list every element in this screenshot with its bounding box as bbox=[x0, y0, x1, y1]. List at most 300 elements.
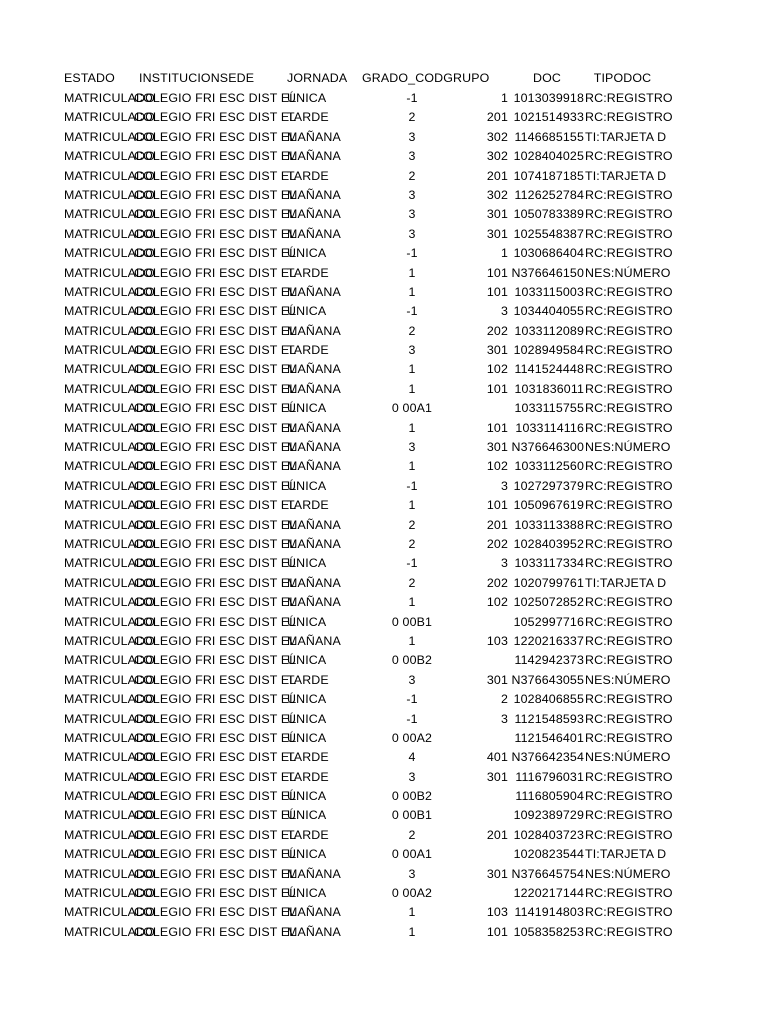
cell-estado: MATRICULADO bbox=[64, 750, 155, 765]
cell-institucion-sede: COLEGIO FRI ESC DIST EL bbox=[134, 168, 297, 183]
cell-grado: 3 bbox=[408, 226, 416, 241]
table-row bbox=[64, 108, 673, 127]
cell-jornada: ÚNICA bbox=[287, 478, 327, 493]
table-row bbox=[64, 322, 673, 341]
cell-estado: MATRICULADO bbox=[64, 226, 155, 241]
cell-doc: 1025548387 bbox=[513, 226, 584, 241]
cell-estado: MATRICULADO bbox=[64, 769, 155, 784]
cell-doc: 1116805904 bbox=[515, 789, 584, 804]
cell-codgrupo: 2 bbox=[500, 692, 508, 707]
table-row bbox=[64, 225, 673, 244]
cell-grado: 3 bbox=[408, 440, 416, 455]
cell-grado: -1 bbox=[406, 478, 418, 493]
cell-tipodoc: TI:TARJETA D bbox=[585, 168, 667, 183]
cell-codgrupo: 401 bbox=[486, 750, 508, 765]
cell-estado: MATRICULADO bbox=[64, 847, 155, 862]
cell-doc: 1028403952 bbox=[513, 536, 584, 551]
cell-codgrupo: 202 bbox=[486, 323, 508, 338]
cell-jornada: MAÑANA bbox=[287, 517, 341, 532]
cell-codgrupo: 1 bbox=[500, 246, 508, 261]
cell-grado: 3 bbox=[408, 207, 416, 222]
cell-institucion-sede: COLEGIO FRI ESC DIST EL bbox=[134, 847, 297, 862]
cell-codgrupo: 301 bbox=[486, 343, 508, 358]
header-row bbox=[64, 68, 660, 89]
cell-codgrupo: 101 bbox=[486, 498, 508, 513]
table-row bbox=[64, 283, 673, 302]
cell-grado: 0 00B2 bbox=[391, 789, 433, 804]
cell-estado: MATRICULADO bbox=[64, 362, 155, 377]
cell-jornada: MAÑANA bbox=[287, 323, 341, 338]
cell-tipodoc: RC:REGISTRO bbox=[585, 478, 673, 493]
cell-grado: -1 bbox=[406, 246, 418, 261]
cell-tipodoc: RC:REGISTRO bbox=[585, 769, 673, 784]
cell-doc: 1033112089 bbox=[514, 323, 584, 338]
cell-doc: 1033113388 bbox=[514, 517, 584, 532]
cell-institucion-sede: COLEGIO FRI ESC DIST EL bbox=[134, 595, 297, 610]
cell-estado: MATRICULADO bbox=[64, 730, 155, 745]
cell-jornada: MAÑANA bbox=[287, 284, 341, 299]
table-row bbox=[64, 147, 673, 166]
cell-grado: 1 bbox=[408, 420, 416, 435]
cell-grado: 1 bbox=[408, 498, 416, 513]
cell-grado: -1 bbox=[406, 711, 418, 726]
cell-estado: MATRICULADO bbox=[64, 672, 155, 687]
cell-doc: 1052997716 bbox=[513, 614, 584, 629]
cell-tipodoc: RC:REGISTRO bbox=[585, 653, 673, 668]
cell-doc: 1142942373 bbox=[514, 653, 584, 668]
cell-doc: 1028406855 bbox=[513, 692, 584, 707]
cell-codgrupo bbox=[462, 787, 508, 806]
cell-institucion-sede: COLEGIO FRI ESC DIST EL bbox=[134, 362, 297, 377]
cell-estado: MATRICULADO bbox=[64, 168, 155, 183]
table-row bbox=[64, 302, 673, 321]
cell-jornada: ÚNICA bbox=[287, 653, 327, 668]
table-row bbox=[64, 593, 673, 612]
cell-doc: 1028404025 bbox=[513, 149, 584, 164]
cell-estado: MATRICULADO bbox=[64, 789, 155, 804]
cell-estado: MATRICULADO bbox=[64, 595, 155, 610]
table-row bbox=[64, 632, 673, 651]
cell-doc: 1033114116 bbox=[515, 420, 584, 435]
cell-estado: MATRICULADO bbox=[64, 924, 155, 939]
cell-grado: -1 bbox=[406, 556, 418, 571]
header-grado-codgrupo: GRADO_CODGRUPO bbox=[362, 71, 490, 85]
cell-institucion-sede: COLEGIO FRI ESC DIST EL bbox=[134, 498, 297, 513]
cell-codgrupo: 3 bbox=[500, 711, 508, 726]
cell-codgrupo: 302 bbox=[486, 187, 508, 202]
cell-estado: MATRICULADO bbox=[64, 498, 155, 513]
cell-institucion-sede: COLEGIO FRI ESC DIST EL bbox=[134, 226, 297, 241]
cell-estado: MATRICULADO bbox=[64, 827, 155, 842]
cell-tipodoc: RC:REGISTRO bbox=[585, 924, 673, 939]
cell-tipodoc: RC:REGISTRO bbox=[585, 827, 673, 842]
cell-codgrupo bbox=[462, 399, 508, 418]
table-row bbox=[64, 651, 673, 670]
table-row bbox=[64, 748, 671, 767]
cell-jornada: ÚNICA bbox=[287, 401, 327, 416]
cell-jornada: TARDE bbox=[287, 168, 329, 183]
cell-codgrupo: 201 bbox=[486, 168, 508, 183]
cell-grado: -1 bbox=[406, 304, 418, 319]
cell-estado: MATRICULADO bbox=[64, 556, 155, 571]
cell-grado: 0 00A2 bbox=[391, 730, 433, 745]
cell-estado: MATRICULADO bbox=[64, 886, 155, 901]
cell-tipodoc: RC:REGISTRO bbox=[585, 187, 673, 202]
cell-doc: 1092389729 bbox=[513, 808, 584, 823]
cell-tipodoc: NES:NÚMERO bbox=[585, 866, 671, 881]
table-row bbox=[64, 438, 671, 457]
cell-doc: 1141914803 bbox=[514, 905, 584, 920]
cell-institucion-sede: COLEGIO FRI ESC DIST EL bbox=[134, 866, 297, 881]
table-row bbox=[64, 496, 673, 515]
cell-estado: MATRICULADO bbox=[64, 304, 155, 319]
cell-codgrupo: 102 bbox=[486, 595, 508, 610]
cell-institucion-sede: COLEGIO FRI ESC DIST EL bbox=[134, 381, 297, 396]
cell-doc: 1020799761 bbox=[513, 575, 584, 590]
cell-grado: 4 bbox=[408, 750, 416, 765]
cell-jornada: ÚNICA bbox=[287, 711, 327, 726]
cell-tipodoc: RC:REGISTRO bbox=[585, 323, 673, 338]
cell-grado: 1 bbox=[408, 924, 416, 939]
table-row bbox=[64, 729, 673, 748]
cell-doc: 1074187185 bbox=[513, 168, 584, 183]
cell-grado: 2 bbox=[408, 168, 416, 183]
cell-grado: 0 00B1 bbox=[391, 614, 433, 629]
cell-institucion-sede: COLEGIO FRI ESC DIST EL bbox=[134, 343, 297, 358]
cell-codgrupo: 3 bbox=[500, 478, 508, 493]
cell-tipodoc: RC:REGISTRO bbox=[585, 730, 673, 745]
cell-doc: 1050967619 bbox=[513, 498, 584, 513]
cell-tipodoc: RC:REGISTRO bbox=[585, 246, 673, 261]
cell-grado: 1 bbox=[408, 905, 416, 920]
cell-grado: 0 00A1 bbox=[391, 847, 433, 862]
cell-tipodoc: RC:REGISTRO bbox=[585, 304, 673, 319]
cell-tipodoc: RC:REGISTRO bbox=[585, 886, 673, 901]
cell-grado: 1 bbox=[408, 381, 416, 396]
cell-grado: 0 00B1 bbox=[391, 808, 433, 823]
cell-institucion-sede: COLEGIO FRI ESC DIST EL bbox=[134, 750, 297, 765]
table-body bbox=[64, 89, 673, 942]
cell-doc: 1121546401 bbox=[514, 730, 584, 745]
cell-jornada: ÚNICA bbox=[287, 847, 327, 862]
cell-estado: MATRICULADO bbox=[64, 343, 155, 358]
cell-codgrupo: 301 bbox=[486, 207, 508, 222]
cell-codgrupo: 101 bbox=[486, 381, 508, 396]
table-row bbox=[64, 613, 673, 632]
table-row bbox=[64, 186, 673, 205]
cell-grado: 1 bbox=[408, 265, 416, 280]
cell-jornada: MAÑANA bbox=[287, 381, 341, 396]
cell-jornada: ÚNICA bbox=[287, 304, 327, 319]
table-row bbox=[64, 806, 673, 825]
cell-codgrupo: 301 bbox=[486, 769, 508, 784]
cell-grado: 1 bbox=[408, 633, 416, 648]
cell-jornada: MAÑANA bbox=[287, 420, 341, 435]
cell-estado: MATRICULADO bbox=[64, 440, 155, 455]
cell-estado: MATRICULADO bbox=[64, 381, 155, 396]
cell-grado: 2 bbox=[408, 536, 416, 551]
cell-codgrupo: 301 bbox=[486, 672, 508, 687]
header-jornada: JORNADA bbox=[287, 71, 348, 85]
cell-grado: 3 bbox=[408, 187, 416, 202]
header-institucion-sede: INSTITUCIONSEDE bbox=[139, 71, 255, 85]
table-row bbox=[64, 826, 673, 845]
cell-estado: MATRICULADO bbox=[64, 614, 155, 629]
table-row bbox=[64, 477, 673, 496]
cell-tipodoc: RC:REGISTRO bbox=[585, 905, 673, 920]
cell-doc: 1033115003 bbox=[514, 284, 584, 299]
cell-institucion-sede: COLEGIO FRI ESC DIST EL bbox=[134, 265, 297, 280]
cell-estado: MATRICULADO bbox=[64, 323, 155, 338]
cell-codgrupo bbox=[462, 651, 508, 670]
cell-doc: 1033112560 bbox=[514, 459, 584, 474]
cell-tipodoc: RC:REGISTRO bbox=[585, 381, 673, 396]
cell-doc: 1141524448 bbox=[514, 362, 584, 377]
header-estado: ESTADO bbox=[64, 71, 115, 85]
cell-institucion-sede: COLEGIO FRI ESC DIST EL bbox=[134, 653, 297, 668]
table-row bbox=[64, 845, 667, 864]
cell-codgrupo bbox=[462, 729, 508, 748]
header-doc: DOC bbox=[533, 71, 561, 85]
cell-institucion-sede: COLEGIO FRI ESC DIST EL bbox=[134, 401, 297, 416]
cell-jornada: MAÑANA bbox=[287, 440, 341, 455]
cell-grado: 1 bbox=[408, 459, 416, 474]
table-row bbox=[64, 264, 671, 283]
cell-institucion-sede: COLEGIO FRI ESC DIST EL bbox=[134, 110, 297, 125]
cell-doc: 1013039918 bbox=[513, 91, 584, 105]
cell-grado: -1 bbox=[406, 692, 418, 707]
cell-tipodoc: RC:REGISTRO bbox=[585, 614, 673, 629]
table-row bbox=[64, 554, 673, 573]
table-row bbox=[64, 671, 671, 690]
cell-jornada: MAÑANA bbox=[287, 905, 341, 920]
cell-tipodoc: TI:TARJETA D bbox=[585, 129, 667, 144]
cell-estado: MATRICULADO bbox=[64, 711, 155, 726]
cell-institucion-sede: COLEGIO FRI ESC DIST EL bbox=[134, 692, 297, 707]
cell-estado: MATRICULADO bbox=[64, 536, 155, 551]
cell-tipodoc: RC:REGISTRO bbox=[585, 226, 673, 241]
cell-doc: 1058358253 bbox=[513, 924, 584, 939]
cell-jornada: MAÑANA bbox=[287, 595, 341, 610]
cell-institucion-sede: COLEGIO FRI ESC DIST EL bbox=[134, 304, 297, 319]
cell-codgrupo bbox=[462, 806, 508, 825]
table-row bbox=[64, 535, 673, 554]
cell-tipodoc: RC:REGISTRO bbox=[585, 401, 673, 416]
cell-tipodoc: TI:TARJETA D bbox=[585, 575, 667, 590]
cell-estado: MATRICULADO bbox=[64, 187, 155, 202]
cell-grado: 3 bbox=[408, 149, 416, 164]
cell-institucion-sede: COLEGIO FRI ESC DIST EL bbox=[134, 633, 297, 648]
cell-institucion-sede: COLEGIO FRI ESC DIST EL bbox=[134, 207, 297, 222]
cell-tipodoc: RC:REGISTRO bbox=[585, 362, 673, 377]
cell-estado: MATRICULADO bbox=[64, 517, 155, 532]
table-row bbox=[64, 903, 673, 922]
cell-jornada: ÚNICA bbox=[287, 246, 327, 261]
cell-institucion-sede: COLEGIO FRI ESC DIST EL bbox=[134, 420, 297, 435]
cell-doc: N376645754 bbox=[511, 866, 584, 881]
cell-tipodoc: NES:NÚMERO bbox=[585, 672, 671, 687]
cell-institucion-sede: COLEGIO FRI ESC DIST EL bbox=[134, 536, 297, 551]
cell-estado: MATRICULADO bbox=[64, 129, 155, 144]
cell-jornada: MAÑANA bbox=[287, 362, 341, 377]
cell-jornada: MAÑANA bbox=[287, 536, 341, 551]
cell-doc: 1121548593 bbox=[514, 711, 584, 726]
cell-grado: 3 bbox=[408, 343, 416, 358]
cell-institucion-sede: COLEGIO FRI ESC DIST EL bbox=[134, 478, 297, 493]
cell-institucion-sede: COLEGIO FRI ESC DIST EL bbox=[134, 459, 297, 474]
cell-tipodoc: RC:REGISTRO bbox=[585, 284, 673, 299]
cell-doc: 1027297379 bbox=[513, 478, 584, 493]
cell-estado: MATRICULADO bbox=[64, 633, 155, 648]
cell-doc: 1050783389 bbox=[513, 207, 584, 222]
cell-tipodoc: RC:REGISTRO bbox=[585, 459, 673, 474]
cell-doc: 1146685155 bbox=[514, 129, 584, 144]
cell-jornada: ÚNICA bbox=[287, 886, 327, 901]
cell-doc: 1028949584 bbox=[513, 343, 584, 358]
cell-jornada: MAÑANA bbox=[287, 149, 341, 164]
cell-doc: 1220217144 bbox=[513, 886, 584, 901]
cell-grado: 2 bbox=[408, 575, 416, 590]
cell-estado: MATRICULADO bbox=[64, 692, 155, 707]
table-row bbox=[64, 516, 673, 535]
cell-jornada: TARDE bbox=[287, 498, 329, 513]
cell-estado: MATRICULADO bbox=[64, 91, 155, 105]
cell-estado: MATRICULADO bbox=[64, 478, 155, 493]
cell-jornada: TARDE bbox=[287, 769, 329, 784]
cell-jornada: MAÑANA bbox=[287, 129, 341, 144]
cell-grado: -1 bbox=[406, 91, 418, 105]
cell-codgrupo: 103 bbox=[486, 633, 508, 648]
table-row bbox=[64, 341, 673, 360]
cell-institucion-sede: COLEGIO FRI ESC DIST EL bbox=[134, 730, 297, 745]
cell-institucion-sede: COLEGIO FRI ESC DIST EL bbox=[134, 886, 297, 901]
cell-jornada: ÚNICA bbox=[287, 614, 327, 629]
cell-tipodoc: TI:TARJETA D bbox=[585, 847, 667, 862]
cell-jornada: MAÑANA bbox=[287, 207, 341, 222]
cell-institucion-sede: COLEGIO FRI ESC DIST EL bbox=[134, 711, 297, 726]
cell-doc: 1034404055 bbox=[513, 304, 584, 319]
cell-jornada: MAÑANA bbox=[287, 187, 341, 202]
table-row bbox=[64, 360, 673, 379]
cell-codgrupo: 201 bbox=[486, 827, 508, 842]
cell-jornada: ÚNICA bbox=[287, 789, 327, 804]
cell-tipodoc: RC:REGISTRO bbox=[585, 711, 673, 726]
cell-jornada: ÚNICA bbox=[287, 808, 327, 823]
cell-codgrupo: 301 bbox=[486, 440, 508, 455]
cell-codgrupo: 302 bbox=[486, 129, 508, 144]
cell-estado: MATRICULADO bbox=[64, 149, 155, 164]
cell-estado: MATRICULADO bbox=[64, 401, 155, 416]
cell-tipodoc: RC:REGISTRO bbox=[585, 110, 673, 125]
table-row bbox=[64, 457, 673, 476]
cell-tipodoc: RC:REGISTRO bbox=[585, 808, 673, 823]
cell-codgrupo bbox=[462, 613, 508, 632]
cell-grado: 3 bbox=[408, 129, 416, 144]
table-row bbox=[64, 884, 673, 903]
cell-codgrupo: 201 bbox=[486, 517, 508, 532]
cell-codgrupo: 103 bbox=[486, 905, 508, 920]
table-row bbox=[64, 768, 673, 787]
cell-tipodoc: RC:REGISTRO bbox=[585, 498, 673, 513]
table-row bbox=[64, 710, 673, 729]
cell-codgrupo: 1 bbox=[500, 91, 508, 105]
cell-institucion-sede: COLEGIO FRI ESC DIST EL bbox=[134, 614, 297, 629]
cell-codgrupo: 202 bbox=[486, 575, 508, 590]
cell-jornada: ÚNICA bbox=[287, 556, 327, 571]
cell-doc: 1220216337 bbox=[513, 633, 584, 648]
cell-jornada: MAÑANA bbox=[287, 633, 341, 648]
cell-institucion-sede: COLEGIO FRI ESC DIST EL bbox=[134, 323, 297, 338]
table-row bbox=[64, 419, 673, 438]
cell-grado: 1 bbox=[408, 595, 416, 610]
cell-doc: 1030686404 bbox=[513, 246, 584, 261]
cell-doc: 1033115755 bbox=[514, 401, 584, 416]
cell-estado: MATRICULADO bbox=[64, 265, 155, 280]
table-row bbox=[64, 128, 667, 147]
cell-tipodoc: NES:NÚMERO bbox=[585, 750, 671, 765]
cell-grado: 2 bbox=[408, 323, 416, 338]
cell-jornada: TARDE bbox=[287, 265, 329, 280]
cell-estado: MATRICULADO bbox=[64, 459, 155, 474]
cell-estado: MATRICULADO bbox=[64, 653, 155, 668]
cell-grado: 2 bbox=[408, 827, 416, 842]
cell-institucion-sede: COLEGIO FRI ESC DIST EL bbox=[134, 672, 297, 687]
cell-tipodoc: NES:NÚMERO bbox=[585, 440, 671, 455]
cell-grado: 2 bbox=[408, 517, 416, 532]
cell-tipodoc: RC:REGISTRO bbox=[585, 149, 673, 164]
cell-institucion-sede: COLEGIO FRI ESC DIST EL bbox=[134, 246, 297, 261]
cell-tipodoc: NES:NÚMERO bbox=[585, 265, 671, 280]
table-row bbox=[64, 399, 673, 418]
cell-jornada: TARDE bbox=[287, 827, 329, 842]
cell-codgrupo bbox=[462, 845, 508, 864]
cell-codgrupo: 201 bbox=[486, 110, 508, 125]
cell-jornada: MAÑANA bbox=[287, 866, 341, 881]
cell-doc: 1028403723 bbox=[513, 827, 584, 842]
cell-jornada: TARDE bbox=[287, 110, 329, 125]
cell-tipodoc: RC:REGISTRO bbox=[585, 536, 673, 551]
cell-tipodoc: RC:REGISTRO bbox=[585, 207, 673, 222]
cell-estado: MATRICULADO bbox=[64, 110, 155, 125]
cell-tipodoc: RC:REGISTRO bbox=[585, 633, 673, 648]
cell-tipodoc: RC:REGISTRO bbox=[585, 343, 673, 358]
cell-codgrupo bbox=[462, 884, 508, 903]
cell-codgrupo: 301 bbox=[486, 226, 508, 241]
cell-tipodoc: RC:REGISTRO bbox=[585, 789, 673, 804]
cell-grado: 1 bbox=[408, 284, 416, 299]
cell-codgrupo: 301 bbox=[486, 866, 508, 881]
cell-jornada: TARDE bbox=[287, 672, 329, 687]
spreadsheet-table bbox=[64, 68, 673, 948]
cell-estado: MATRICULADO bbox=[64, 284, 155, 299]
cell-doc: 1021514933 bbox=[513, 110, 584, 125]
cell-doc: N376646150 bbox=[511, 265, 584, 280]
cell-doc: 1033117334 bbox=[514, 556, 584, 571]
cell-codgrupo: 102 bbox=[486, 362, 508, 377]
cell-institucion-sede: COLEGIO FRI ESC DIST EL bbox=[134, 187, 297, 202]
cell-estado: MATRICULADO bbox=[64, 905, 155, 920]
cell-jornada: MAÑANA bbox=[287, 575, 341, 590]
cell-tipodoc: RC:REGISTRO bbox=[585, 556, 673, 571]
cell-estado: MATRICULADO bbox=[64, 246, 155, 261]
cell-doc: 1031836011 bbox=[514, 381, 584, 396]
cell-institucion-sede: COLEGIO FRI ESC DIST EL bbox=[134, 808, 297, 823]
cell-jornada: MAÑANA bbox=[287, 924, 341, 939]
cell-grado: 0 00B2 bbox=[391, 653, 433, 668]
cell-codgrupo: 101 bbox=[486, 265, 508, 280]
cell-codgrupo: 101 bbox=[486, 420, 508, 435]
cell-institucion-sede: COLEGIO FRI ESC DIST EL bbox=[134, 769, 297, 784]
